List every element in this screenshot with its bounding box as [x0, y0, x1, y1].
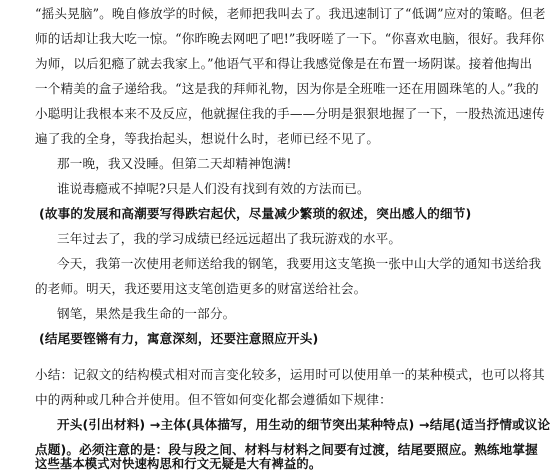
writing-note-2: (结尾要铿锵有力，寓意深刻，还要注意照应开头): [39, 331, 319, 346]
paragraph-6: 钢笔，果然是我生命的一部分。: [57, 306, 236, 321]
writing-note-1: (故事的发展和高潮要写得跌宕起伏，尽量减少繁琐的叙述，突出感人的细节): [39, 206, 472, 221]
paragraph-1-line-3: 为师，以后犯瘾了就去我家上。”他语气平和得让我感觉像是在布置一场阴谋。接着他掏出: [35, 56, 533, 71]
summary-line-2: 中的两种或几种合并使用。但不管如何变化都会遵循如下规律：: [35, 392, 392, 407]
paragraph-2: 那一晚，我又没睡。但第二天却精神饱满!: [57, 156, 292, 171]
summary-line-5: 这些基本模式对快速构思和行文无疑是大有裨益的。: [35, 457, 322, 471]
paragraph-1-line-4: 一个精美的盒子递给我。“这是我的拜师礼物，因为你是全班唯一还在用圆珠笔的人。”我的: [35, 81, 539, 96]
summary-line-3: 开头(引出材料) →主体(具体描写，用生动的细节突出某种特点) →结尾(适当抒情或议论: [57, 417, 550, 432]
paragraph-1-line-5: 小聪明让我根本来不及反应，他就握住我的手——分明是狠狠地握了一下，一股热流迅速传: [35, 106, 545, 121]
summary-line-4: 点题)。必须注意的是：段与段之间、材料与材料之间要有过渡，结尾要照应。熟练地掌握: [35, 442, 538, 457]
paragraph-5-line-2: 的老师。明天，我还要用这支笔创造更多的财富送给社会。: [35, 281, 367, 296]
paragraph-1-line-2: 师的话却让我大吃一惊。“你昨晚去网吧了吧!”我呀嗟了一下。“你喜欢电脑，很好。我拜你: [35, 31, 545, 46]
paragraph-5-line-1: 今天，我第一次使用老师送给我的钢笔，我要用这支笔换一张中山大学的通知书送给我: [57, 256, 542, 271]
paragraph-4: 三年过去了，我的学习成绩已经远远超出了我玩游戏的水平。: [57, 231, 402, 246]
summary-line-1: 小结：记叙文的结构模式相对而言变化较多，运用时可以使用单一的某种模式，也可以将其: [35, 367, 545, 382]
paragraph-1-line-6: 遍了我的全身，等我抬起头，想说什么时，老师已经不见了。: [35, 131, 380, 146]
paragraph-3: 谁说毒瘾戒不掉呢?只是人们没有找到有效的方法而已。: [57, 181, 370, 196]
paragraph-1-line-1: “摇头晃脑”。晚自修放学的时候，老师把我叫去了。我迅速制订了“低调”应对的策略。但老: [35, 6, 546, 21]
